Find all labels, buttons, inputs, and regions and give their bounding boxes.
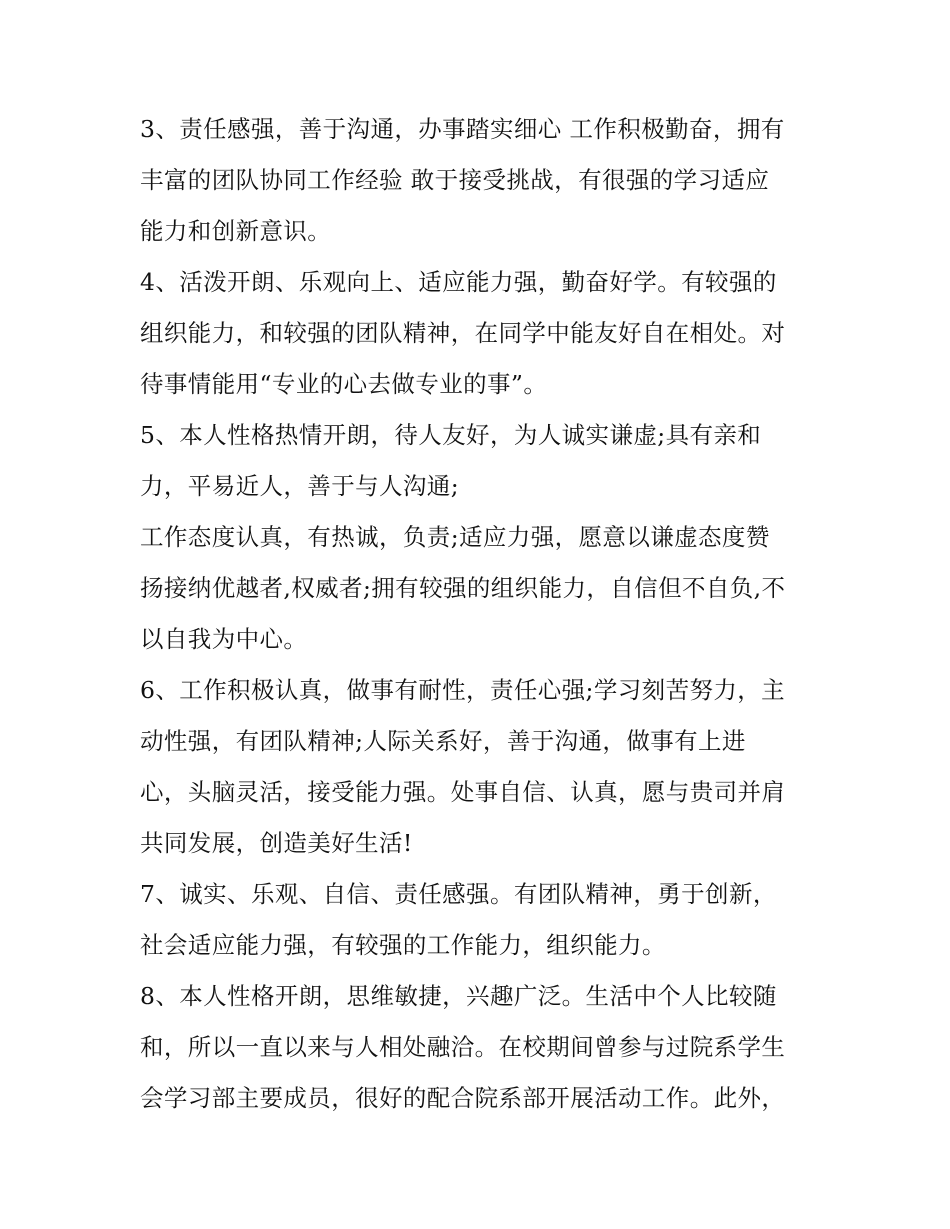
text-line: 4、活泼开朗、乐观向上、适应能力强，勤奋好学。有较强的 — [140, 268, 777, 296]
text-line: 待事情能用“专业的心去做专业的事”。 — [140, 370, 548, 398]
text-line: 扬接纳优越者,权威者;拥有较强的组织能力，自信但不自负,不 — [140, 574, 786, 602]
text-line: 组织能力，和较强的团队精神，在同学中能友好自在相处。对 — [140, 319, 786, 347]
text-line: 力，平易近人，善于与人沟通; — [140, 472, 460, 500]
text-line: 7、诚实、乐观、自信、责任感强。有团队精神，勇于创新， — [140, 880, 777, 908]
text-line: 8、本人性格开朗，思维敏捷，兴趣广泛。生活中个人比较随 — [140, 982, 777, 1010]
text-line: 3、责任感强，善于沟通，办事踏实细心 工作积极勤奋，拥有 — [140, 115, 785, 143]
text-line: 会学习部主要成员，很好的配合院系部开展活动工作。此外， — [140, 1084, 786, 1112]
document-body — [140, 104, 830, 1124]
text-line: 能力和创新意识。 — [140, 217, 332, 245]
text-line: 动性强，有团队精神;人际关系好，善于沟通，做事有上进 — [140, 727, 746, 755]
text-line: 丰富的团队协同工作经验 敢于接受挑战，有很强的学习适应 — [140, 166, 770, 194]
text-line: 社会适应能力强，有较强的工作能力，组织能力。 — [140, 931, 666, 959]
text-line: 和，所以一直以来与人相处融洽。在校期间曾参与过院系学生 — [140, 1033, 786, 1061]
text-line: 共同发展，创造美好生活! — [140, 829, 413, 857]
text-line: 工作态度认真，有热诚，负责;适应力强，愿意以谦虚态度赞 — [140, 523, 770, 551]
text-line: 5、本人性格热情开朗，待人友好，为人诚实谦虚;具有亲和 — [140, 421, 762, 449]
text-line: 心，头脑灵活，接受能力强。处事自信、认真，愿与贵司并肩 — [140, 778, 786, 806]
text-line: 6、工作积极认真，做事有耐性，责任心强;学习刻苦努力，主 — [140, 676, 786, 704]
text-line: 以自我为中心。 — [140, 625, 308, 653]
